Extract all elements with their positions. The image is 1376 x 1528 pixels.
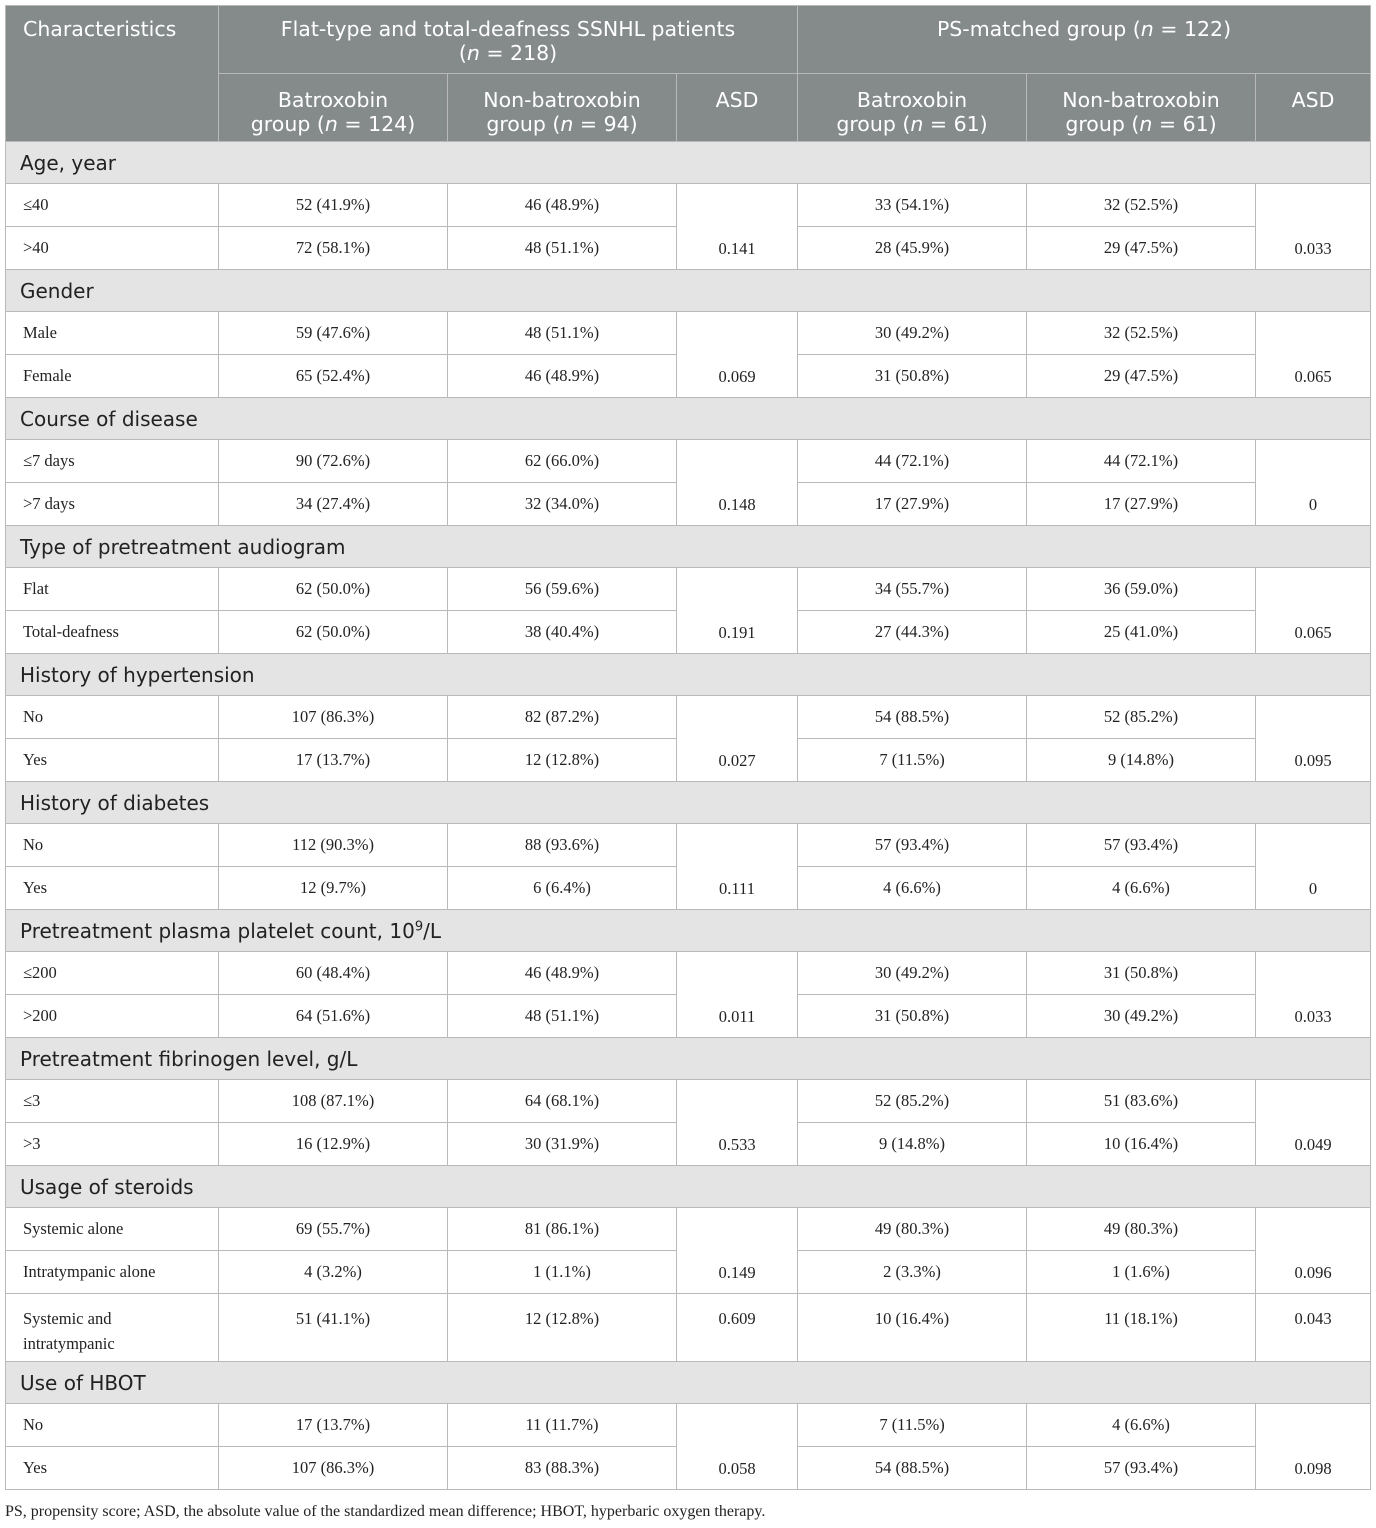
- section-title: Age, year: [6, 142, 1371, 184]
- cell-asd-matched: 0.065: [1256, 312, 1371, 398]
- section-title: History of hypertension: [6, 654, 1371, 696]
- row-label: No: [6, 824, 219, 867]
- cell-non-batroxobin-matched: 57 (93.4%): [1027, 824, 1256, 867]
- cell-non-batroxobin-matched: 4 (6.6%): [1027, 867, 1256, 910]
- header-non-batroxobin-all: Non-batroxobin group (n = 94): [448, 74, 677, 142]
- cell-non-batroxobin-matched: 44 (72.1%): [1027, 440, 1256, 483]
- row-label: No: [6, 696, 219, 739]
- cell-non-batroxobin-matched: 51 (83.6%): [1027, 1080, 1256, 1123]
- cell-asd-all: 0.148: [677, 440, 798, 526]
- cell-non-batroxobin-all: 48 (51.1%): [448, 995, 677, 1038]
- cell-batroxobin-matched: 28 (45.9%): [798, 227, 1027, 270]
- cell-asd-all: 0.191: [677, 568, 798, 654]
- cell-batroxobin-matched: 54 (88.5%): [798, 696, 1027, 739]
- cell-batroxobin-matched: 7 (11.5%): [798, 739, 1027, 782]
- cell-batroxobin-all: 62 (50.0%): [219, 611, 448, 654]
- cell-non-batroxobin-matched: 4 (6.6%): [1027, 1404, 1256, 1447]
- row-label: Yes: [6, 739, 219, 782]
- section-title: History of diabetes: [6, 782, 1371, 824]
- row-label: Yes: [6, 867, 219, 910]
- cell-batroxobin-all: 108 (87.1%): [219, 1080, 448, 1123]
- cell-asd-all: 0.011: [677, 952, 798, 1038]
- cell-non-batroxobin-matched: 31 (50.8%): [1027, 952, 1256, 995]
- section-title: Type of pretreatment audiogram: [6, 526, 1371, 568]
- cell-asd-matched: 0.033: [1256, 952, 1371, 1038]
- header-group-ps-matched: PS-matched group (n = 122): [798, 6, 1371, 74]
- cell-non-batroxobin-all: 46 (48.9%): [448, 184, 677, 227]
- cell-asd-all: 0.609: [677, 1294, 798, 1362]
- cell-batroxobin-all: 17 (13.7%): [219, 1404, 448, 1447]
- section-title: Course of disease: [6, 398, 1371, 440]
- cell-non-batroxobin-matched: 9 (14.8%): [1027, 739, 1256, 782]
- cell-asd-all: 0.149: [677, 1208, 798, 1294]
- row-label: Intratympanic alone: [6, 1251, 219, 1294]
- cell-asd-matched: 0.033: [1256, 184, 1371, 270]
- cell-non-batroxobin-all: 82 (87.2%): [448, 696, 677, 739]
- cell-non-batroxobin-matched: 17 (27.9%): [1027, 483, 1256, 526]
- cell-non-batroxobin-matched: 32 (52.5%): [1027, 184, 1256, 227]
- header-non-batroxobin-matched: Non-batroxobin group (n = 61): [1027, 74, 1256, 142]
- cell-batroxobin-all: 51 (41.1%): [219, 1294, 448, 1362]
- cell-batroxobin-matched: 44 (72.1%): [798, 440, 1027, 483]
- cell-non-batroxobin-all: 48 (51.1%): [448, 227, 677, 270]
- cell-non-batroxobin-all: 88 (93.6%): [448, 824, 677, 867]
- cell-asd-matched: 0.095: [1256, 696, 1371, 782]
- cell-batroxobin-all: 107 (86.3%): [219, 696, 448, 739]
- cell-batroxobin-all: 65 (52.4%): [219, 355, 448, 398]
- cell-non-batroxobin-all: 11 (11.7%): [448, 1404, 677, 1447]
- cell-non-batroxobin-all: 56 (59.6%): [448, 568, 677, 611]
- cell-asd-matched: 0.065: [1256, 568, 1371, 654]
- header-asd-all: ASD: [677, 74, 798, 142]
- cell-non-batroxobin-all: 46 (48.9%): [448, 355, 677, 398]
- cell-batroxobin-matched: 31 (50.8%): [798, 355, 1027, 398]
- row-label: No: [6, 1404, 219, 1447]
- cell-batroxobin-matched: 52 (85.2%): [798, 1080, 1027, 1123]
- cell-batroxobin-all: 64 (51.6%): [219, 995, 448, 1038]
- row-label: ≤200: [6, 952, 219, 995]
- cell-non-batroxobin-matched: 10 (16.4%): [1027, 1123, 1256, 1166]
- cell-non-batroxobin-matched: 52 (85.2%): [1027, 696, 1256, 739]
- cell-batroxobin-matched: 49 (80.3%): [798, 1208, 1027, 1251]
- header-batroxobin-matched: Batroxobin group (n = 61): [798, 74, 1027, 142]
- row-label: >3: [6, 1123, 219, 1166]
- cell-asd-all: 0.141: [677, 184, 798, 270]
- cell-non-batroxobin-all: 81 (86.1%): [448, 1208, 677, 1251]
- section-title: Pretreatment fibrinogen level, g/L: [6, 1038, 1371, 1080]
- cell-batroxobin-matched: 57 (93.4%): [798, 824, 1027, 867]
- header-group-all-patients: Flat-type and total-deafness SSNHL patients (n = 218): [219, 6, 798, 74]
- cell-batroxobin-matched: 10 (16.4%): [798, 1294, 1027, 1362]
- cell-non-batroxobin-matched: 49 (80.3%): [1027, 1208, 1256, 1251]
- row-label: Flat: [6, 568, 219, 611]
- cell-batroxobin-matched: 31 (50.8%): [798, 995, 1027, 1038]
- cell-non-batroxobin-all: 83 (88.3%): [448, 1447, 677, 1490]
- cell-asd-matched: 0.043: [1256, 1294, 1371, 1362]
- cell-batroxobin-all: 34 (27.4%): [219, 483, 448, 526]
- cell-non-batroxobin-all: 12 (12.8%): [448, 1294, 677, 1362]
- cell-non-batroxobin-matched: 36 (59.0%): [1027, 568, 1256, 611]
- section-title: Use of HBOT: [6, 1362, 1371, 1404]
- cell-asd-all: 0.027: [677, 696, 798, 782]
- cell-batroxobin-all: 4 (3.2%): [219, 1251, 448, 1294]
- cell-asd-all: 0.533: [677, 1080, 798, 1166]
- cell-batroxobin-all: 112 (90.3%): [219, 824, 448, 867]
- cell-asd-matched: 0.096: [1256, 1208, 1371, 1294]
- cell-non-batroxobin-matched: 32 (52.5%): [1027, 312, 1256, 355]
- row-label: Total-deafness: [6, 611, 219, 654]
- cell-batroxobin-matched: 2 (3.3%): [798, 1251, 1027, 1294]
- cell-batroxobin-matched: 33 (54.1%): [798, 184, 1027, 227]
- cell-batroxobin-all: 90 (72.6%): [219, 440, 448, 483]
- row-label: >7 days: [6, 483, 219, 526]
- cell-asd-all: 0.058: [677, 1404, 798, 1490]
- row-label: >200: [6, 995, 219, 1038]
- cell-non-batroxobin-matched: 25 (41.0%): [1027, 611, 1256, 654]
- row-label: Systemic and intratympanic: [6, 1294, 219, 1362]
- cell-batroxobin-all: 72 (58.1%): [219, 227, 448, 270]
- cell-non-batroxobin-all: 1 (1.1%): [448, 1251, 677, 1294]
- cell-batroxobin-all: 60 (48.4%): [219, 952, 448, 995]
- row-label: ≤3: [6, 1080, 219, 1123]
- cell-batroxobin-all: 17 (13.7%): [219, 739, 448, 782]
- cell-batroxobin-matched: 34 (55.7%): [798, 568, 1027, 611]
- header-characteristics: Characteristics: [6, 6, 219, 142]
- cell-asd-matched: 0.049: [1256, 1080, 1371, 1166]
- section-title: Gender: [6, 270, 1371, 312]
- cell-batroxobin-matched: 4 (6.6%): [798, 867, 1027, 910]
- row-label: >40: [6, 227, 219, 270]
- cell-non-batroxobin-matched: 1 (1.6%): [1027, 1251, 1256, 1294]
- cell-non-batroxobin-all: 62 (66.0%): [448, 440, 677, 483]
- cell-non-batroxobin-matched: 57 (93.4%): [1027, 1447, 1256, 1490]
- cell-batroxobin-all: 52 (41.9%): [219, 184, 448, 227]
- cell-asd-matched: 0: [1256, 824, 1371, 910]
- cell-batroxobin-all: 69 (55.7%): [219, 1208, 448, 1251]
- cell-non-batroxobin-all: 46 (48.9%): [448, 952, 677, 995]
- table-footnote: PS, propensity score; ASD, the absolute value of the standardized mean difference; HBOT, hyperbaric oxygen therapy.: [5, 1503, 766, 1520]
- cell-non-batroxobin-matched: 30 (49.2%): [1027, 995, 1256, 1038]
- section-title: Usage of steroids: [6, 1166, 1371, 1208]
- cell-asd-matched: 0.098: [1256, 1404, 1371, 1490]
- cell-non-batroxobin-all: 38 (40.4%): [448, 611, 677, 654]
- cell-non-batroxobin-all: 12 (12.8%): [448, 739, 677, 782]
- row-label: Yes: [6, 1447, 219, 1490]
- row-label: Systemic alone: [6, 1208, 219, 1251]
- row-label: Female: [6, 355, 219, 398]
- cell-batroxobin-all: 59 (47.6%): [219, 312, 448, 355]
- row-label: Male: [6, 312, 219, 355]
- cell-non-batroxobin-matched: 29 (47.5%): [1027, 227, 1256, 270]
- cell-batroxobin-matched: 30 (49.2%): [798, 952, 1027, 995]
- cell-non-batroxobin-all: 48 (51.1%): [448, 312, 677, 355]
- header-asd-matched: ASD: [1256, 74, 1371, 142]
- section-title: Pretreatment plasma platelet count, $10^9/L$: [6, 910, 1371, 952]
- cell-batroxobin-all: 16 (12.9%): [219, 1123, 448, 1166]
- cell-batroxobin-all: 12 (9.7%): [219, 867, 448, 910]
- cell-asd-all: 0.069: [677, 312, 798, 398]
- cell-batroxobin-all: 62 (50.0%): [219, 568, 448, 611]
- cell-batroxobin-matched: 27 (44.3%): [798, 611, 1027, 654]
- cell-batroxobin-matched: 9 (14.8%): [798, 1123, 1027, 1166]
- characteristics-table: [5, 5, 1371, 1490]
- cell-asd-all: 0.111: [677, 824, 798, 910]
- cell-batroxobin-matched: 17 (27.9%): [798, 483, 1027, 526]
- cell-non-batroxobin-all: 30 (31.9%): [448, 1123, 677, 1166]
- row-label: ≤40: [6, 184, 219, 227]
- cell-batroxobin-all: 107 (86.3%): [219, 1447, 448, 1490]
- cell-non-batroxobin-all: 64 (68.1%): [448, 1080, 677, 1123]
- cell-batroxobin-matched: 7 (11.5%): [798, 1404, 1027, 1447]
- cell-batroxobin-matched: 54 (88.5%): [798, 1447, 1027, 1490]
- cell-asd-matched: 0: [1256, 440, 1371, 526]
- cell-non-batroxobin-all: 6 (6.4%): [448, 867, 677, 910]
- row-label: ≤7 days: [6, 440, 219, 483]
- header-batroxobin-all: Batroxobin group (n = 124): [219, 74, 448, 142]
- cell-non-batroxobin-all: 32 (34.0%): [448, 483, 677, 526]
- cell-non-batroxobin-matched: 29 (47.5%): [1027, 355, 1256, 398]
- cell-batroxobin-matched: 30 (49.2%): [798, 312, 1027, 355]
- cell-non-batroxobin-matched: 11 (18.1%): [1027, 1294, 1256, 1362]
